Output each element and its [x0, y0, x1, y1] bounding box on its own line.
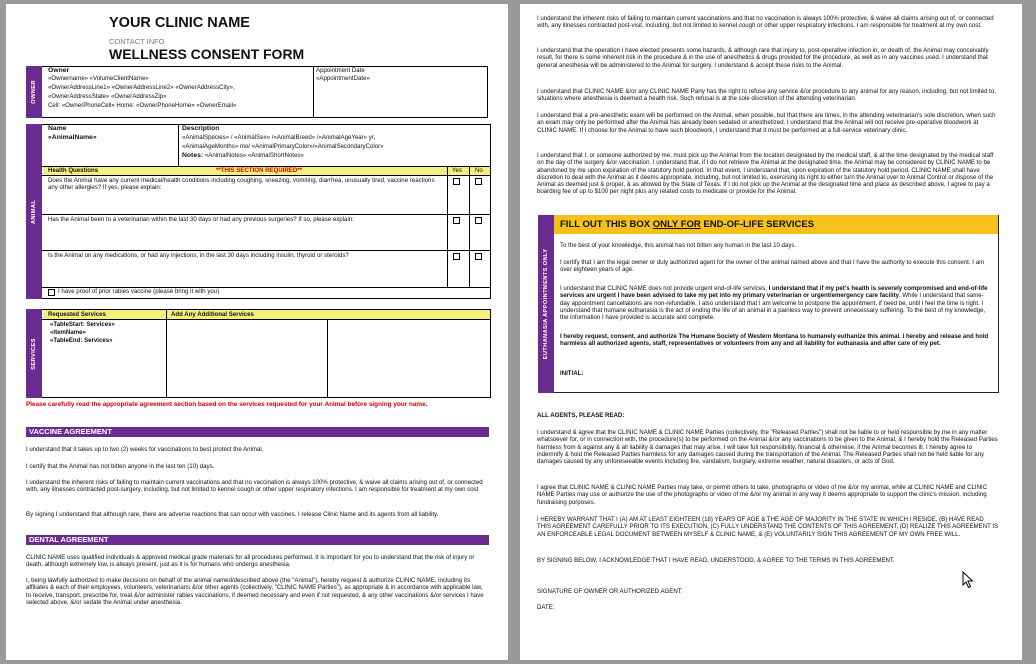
q3-yes-checkbox[interactable]	[453, 253, 460, 260]
eol-paragraph-2: I certify that I am the legal owner or duly authorized agent for the owner of the animal named above and that I have the authority to execute this consent. I am over eighteen years of age.	[560, 259, 985, 274]
vaccine-paragraph-4: By signing I understand that although rare, there are adverse reactions that can occur with vaccines. I release Clinic Name and its agents from all liability.	[26, 511, 439, 518]
date-label: DATE:	[537, 604, 555, 611]
requested-services-heading: Requested Services	[48, 311, 106, 318]
eol-paragraph-1: To the best of your knowledge, this animal has not bitten any human in the last 10 days.	[560, 242, 797, 249]
health-question-1: Does the Animal have any current medical/health conditions including coughing, sneezing, vomiting, diarrhea, unusually tired, vaccine reactions any other allergies? If yes, please explain:	[48, 177, 435, 192]
dental-paragraph-1: CLINIC NAME uses qualified individuals & approved medical grade materials for all procedures performed. It is important for you to understand that the risk of injury or death, although extremely low, is always present, just as it is for humans who undergo anesthesia.	[26, 554, 475, 569]
eol-paragraph-4: I hereby request, consent, and authorize The Humane Society of Western Montana to humanely euthanize this animal. I hereby and release and hold harmless all authorized agents, staff, representatives or volunteers from any and all liability for euthanasia and after care of my pet.	[560, 333, 989, 348]
no-column-header: No	[475, 167, 483, 174]
agents-paragraph-1: I understand & agree that the CLINIC NAME & CLINIC NAME Parties (collectively, the "Released Parties") shall not be liable to or held responsible by me in any matter whatsoever for, or in connection with, the procedure(s) to be performed on the Animal &/or any vaccinations to be given to the Animal, & I hereby hold the Released Parties harmless from & against any & all liability & damages that may arise. I will take full responsibility, financial & otherwise, if the Animal becomes ill. I hereby agree to indemnify & hold the Released Parties harmless for any damages caused during the transportation of the Animal. The Released Parties shall not be held liable for any damages caused by any unforeseeable events including fire, vandalism, burglary, extreme weather, natural disasters, or acts of God.	[537, 429, 998, 466]
vaccine-paragraph-3: I understand the inherent risks of failing to maintain current vaccinations and that no vaccination is always 100% protective, & waive all claims arising out of, or connected with, any illnesses contracted post-surgery, including, but not limited to kennel cough or other upper respiratory infections. I am responsible for treatment at my own cost	[26, 479, 483, 494]
services-table-end: «TableEnd: Services»	[50, 337, 113, 344]
q3-no-checkbox[interactable]	[475, 253, 482, 260]
animal-section-bar: ANIMAL	[26, 124, 42, 299]
animal-notes-value: «AnimalNotes» «AnimalShortNotes»	[204, 152, 304, 159]
owner-heading: Owner	[48, 67, 70, 74]
section-required-note: **THIS SECTION REQUIRED**	[216, 167, 303, 174]
owner-section-bar: OWNER	[26, 66, 42, 118]
animal-description-2: «AnimalAgeMonths» mo/ «AnimalPrimaryColor»/«AnimalSecondaryColor»	[182, 143, 384, 150]
vaccine-paragraph-1: I understand that it takes up to two (2) weeks for vaccinations to best protect the Animal.	[26, 446, 264, 453]
animal-name-value: «AnimalName»	[48, 134, 97, 141]
animal-name-label: Name	[48, 125, 67, 132]
page2-paragraph-3: I understand that CLINIC NAME &/or any CLINIC NAME Party has the right to refuse any service &/or procedure to any animal for any reason, including, but not limited to, situations where anesthesia is deemed a health risk. Such refusal is at the sole discretion of the attending veterinarian.	[537, 88, 996, 103]
clinic-name: YOUR CLINIC NAME	[109, 15, 250, 31]
eol-paragraph-3: I understand that CLINIC NAME does not provide urgent end-of-life services. I understand that if my pet's health is severely compromised and end-of-life services are urgent I have been advised to take my pet into my primary veterinarian or urgent/emergency care facility. While I understand that same-day appointment cancellations are non-refundable, I also understand that I am welcome to postpone the appointment, if need be, until I feel the time is right. I understand that humane euthanasia is the act of ending the life of an animal in a painless way to prevent unnecessary suffering. To the best of my knowledge, the information I have provided is accurate and complete.	[560, 285, 988, 322]
owner-box	[26, 66, 488, 118]
services-table-start: «TableStart: Services»	[50, 321, 115, 328]
health-question-3: Is the Animal on any medications, or had any injections, in the last 30 days including insulin, thyroid or steroids?	[48, 252, 349, 259]
owner-line-4: Cell: «OwnerPhoneCell» Home: «OwnerPhoneHome» «OwnerEmail»	[48, 102, 237, 109]
page2-paragraph-2: I understand that the operation I have elected presents some hazards, & although rare that injury to, post-operative infection in, or death of, the Animal may conceivably result, for there is some inherent risk in the procedure & in the use of anesthetics & drugs provided for the procedure, as well as in any vaccines used. I understand that general anesthesia will be administered to the Animal for surgery. I understand & accept these risks to the Animal.	[537, 47, 989, 69]
rabies-proof-label: I have proof of prior rabies vaccine (please bring it with you)	[58, 288, 220, 295]
agents-paragraph-4: BY SIGNING BELOW, I ACKNOWLEDGE THAT I HAVE READ, UNDERSTOOD, & AGREE TO THE TERMS IN THIS AGREEMENT.	[537, 557, 895, 564]
rabies-proof-checkbox[interactable]	[48, 289, 55, 296]
owner-line-2: «OwnerAddressLine1» «OwnerAddressLine2» «OwnerAddressCity»,	[48, 84, 235, 91]
agreement-warning: Please carefully read the appropriate agreement section based on the services requested for your Animal before signing your name.	[26, 401, 428, 408]
page2-paragraph-4: I understand that a pre-anesthetic exam will be performed on the Animal, when possible, but that there are times, in the attending veterinarian's sole discretion, when such an exam may only be performed after the Animal has already been sedated or anesthetized. I understand that the Animal will not receive pre-operative bloodwork at CLINIC NAME. If I choose for the Animal to have such bloodwork, I understand that it must be performed at a full-service veterinary clinic.	[537, 112, 996, 134]
animal-notes-label: Notes:	[182, 152, 204, 159]
end-of-life-heading: FILL OUT THIS BOX ONLY FOR END-OF-LIFE SERVICES	[560, 219, 815, 230]
vaccine-paragraph-2: I certify that the Animal has not bitten anyone in the last ten (10) days.	[26, 463, 215, 470]
q1-yes-checkbox[interactable]	[453, 178, 460, 185]
owner-line-3: «OwnerAddressState» «OwnerAddressZip»	[48, 93, 167, 100]
agents-paragraph-3: I HEREBY WARRANT THAT I (A) AM AT LEAST EIGHTEEN (18) YEARS OF AGE & THE AGE OF MAJORITY IN THE STATE IN WHICH I RESIDE, (B) HAVE READ THIS AGREEMENT CAREFULLY PRIOR TO ITS EXECUTION, (C) FULLY UNDERSTAND THE CONTENTS OF THIS AGREEMENT, (D) REALIZE THIS AGREEMENT IS AN ENFORCEABLE LEGAL DOCUMENT BETWEEN MYSELF & CLINIC NAME, & (E) VOLUNTARILY SIGN THIS AGREEMENT OF MY OWN FREE WILL.	[537, 516, 999, 538]
additional-services-heading: Add Any Additional Services	[171, 311, 254, 318]
eol-initial-label: INITIAL:	[560, 370, 584, 377]
animal-description-1: «AnimalSpecies» / «AnimalSex» /«AnimalBreed» /«AnimalAgeYear» yr,	[182, 134, 376, 141]
mouse-cursor-icon	[962, 571, 974, 594]
signature-label: SIGNATURE OF OWNER OR AUTHORIZED AGENT:	[537, 588, 683, 595]
page2-paragraph-5: I understand that I, or someone authorized by me, must pick up the Animal from the location designated by the medical staff, & at the time designated by the medical staff on the day of the surgery &/or vaccination. I understand that, if I do not retrieve the Animal at the designated time, the Animal may be considered by CLINIC NAME to be abandoned by me upon expiration of the statutory hold period. In that event, I understand that, upon expiration of the statutory hold period, CLINIC NAME shall have discretion to deal with the Animal as it deems appropriate, including, but not limited to, exercising its right to either turn the Animal over to Animal Control or dispose of the Animal as deemed just & proper, & as allowed by the State of Texas. If I do not pick up the Animal at the designated time and place as described above, I agree to pay a boarding fee of up to $100 per night plus any related costs to medicate or provide for the Animal.	[537, 152, 994, 196]
appointment-date-label: Appointment Date	[316, 67, 365, 74]
health-questions-heading: Health Questions	[48, 167, 99, 174]
services-header-bar	[43, 310, 490, 319]
all-agents-heading: ALL AGENTS, PLEASE READ:	[537, 412, 625, 419]
dental-paragraph-2: I, being lawfully authorized to make decisions on behalf of the animal named/described above (the "Animal"), hereby request & authorize CLINIC NAME, including its affiliates & each of their employees, volunteers, veterinarians &/or other agents (collectively, "CLINIC NAME Parties"), as appropriate & in accordance with applicable law, to receive, transport, prescribe for, treat &/or administer rabies vaccinations, if deemed necessary and even if not requested, & any other vaccinations &/or services I have selected above, &/or sedate the Animal under anesthesia.	[26, 577, 484, 606]
agents-paragraph-2: I agree that CLINIC NAME & CLINIC NAME Parties may take, or permit others to take, photographs or video of me &/or my animal, while at CLINIC NAME and CLINIC NAME Parties may use or authorize the use of the photographs or video of me &/or my animal in any way it deems appropriate to support the clinic's mission, including fundraising purposes.	[537, 484, 988, 506]
q2-no-checkbox[interactable]	[475, 217, 482, 224]
yes-column-header: Yes	[452, 167, 462, 174]
document-page-2	[520, 4, 1022, 660]
form-title: WELLNESS CONSENT FORM	[109, 46, 305, 62]
page2-paragraph-1: I understand the inherent risks of failing to maintain current vaccinations and that no vaccination is always 100% protective, & waive all claims arising out of, or connected with, any illnesses contracted post-visit, including, but not limited to kennel cough or other upper respiratory infections. I am responsible for treatment at my own cost.	[537, 15, 994, 30]
euthanasia-section-bar: EUTHANASIA APPOINTMENTS ONLY	[538, 215, 554, 393]
owner-line-1: «Ownername» «VolumeClientName»	[48, 75, 149, 82]
dental-agreement-title: DENTAL AGREEMENT	[26, 535, 489, 545]
services-section-bar: SERVICES	[26, 309, 42, 398]
health-question-2: Has the Animal been to a veterinarian within the last 30 days or had any previous surgeries? If so, please explain:	[48, 216, 354, 223]
contact-info: CONTACT INFO	[109, 37, 165, 46]
services-item-name: «ItemName»	[50, 329, 86, 336]
q1-no-checkbox[interactable]	[475, 178, 482, 185]
animal-description-label: Description	[182, 125, 220, 132]
appointment-date-value: «AppointmentDate»	[316, 75, 370, 82]
document-page-1	[6, 4, 508, 660]
q2-yes-checkbox[interactable]	[453, 217, 460, 224]
vaccine-agreement-title: VACCINE AGREEMENT	[26, 427, 489, 437]
